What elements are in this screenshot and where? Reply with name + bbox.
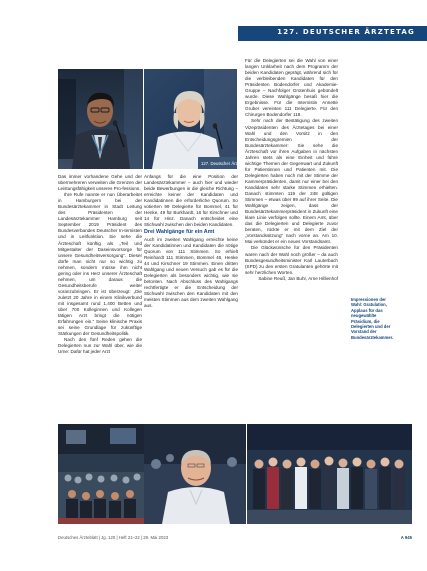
publication-info: Deutsches Ärzteblatt | Jg. 120 | Heft 21–22 | 29. Mai 2023 [58, 535, 169, 540]
page-number: A 945 [400, 535, 412, 540]
article-column-3 [245, 58, 338, 282]
subheading: Drei Wahlgänge für ein Amt [144, 229, 215, 236]
paragraph: Für die Delegierten sei die Wahl von einer langen Unklarheit nach dem Programm der beiden Kandidaten geprägt, während sich für die verbleibenden Kandidaten für den Präsidenten Bodendorfer und Akademie-Gruppe – Nachfolger Grotenhuis gebündelt wurde. Diese Wahlgänge besaß hier die Ergebnisse. Für die Internistin Annette Gruber vereinten 111 Delegierte. Für den Chirurgen Bodendorfer 118. [245, 58, 338, 118]
photo-delegate-man [144, 424, 246, 524]
article-column-2 [144, 174, 238, 309]
ärztetag-sign-text: 127. Deutscher Ärztetag [201, 161, 248, 166]
photo-caption: Impressionen der Wahl: Gratulation, Applaus für das neugewählte Präsidium, die Delegierten und der Vorstand der Bundesärztekammer. [351, 297, 394, 340]
author-byline: Sabine Reuß, Jan Buhr, Arne Hillienhof [258, 275, 338, 281]
article-column-1 [58, 174, 142, 355]
photo-conference-hall [58, 424, 144, 524]
paragraph: Auch im zweiten Wahlgang erreichte keine der Kandidatinnen und Kandidaten die nötige Quorum von 111 Stimmen. So erhielt Reinhardt 111 Stimmen, Bommel 46, Henke 44 und Kirschner 19 Stimmen. Einen dritten Wahlgang und neuen Versuch gab es für die Delegierten als besonders wichtig, wie sie betonten. Nach Abschluss des Wahlgangs rechtfertigte er die Entscheidung der Stichwahl zwischen den Kandidaten mit den meisten Stimmen aus dem zweiten Wahlgang aus. [144, 236, 238, 309]
paragraph: Sehr nach der Bestätigung des zweiten Vizepräsidenten des Ärztetages bei einer Wahl und den Vorsitz in den Entscheidungsgremien der Bundesärztekammer: Sie sehe die Ärzteschaft vor ihren Aufgaben in nächsten Jahren stets als eine Einheit und führe wichtige Themen der Gegenwart und Zukunft für Patientinnen und Patienten mit. Die Delegierten haben noch mit der Stimme der Kammerpräsidenten, damit nur einer bei den Kandidaten sehr starke Stimmen erhielten. Danach stimmten 119 der 248 gültigen Stimmen – etwas über 99 auf ihrer Seite. Die Wahlgänge zeigen, dass der Bundesärztekammerpräsident in Zukunft eine klare Linie verfolgen sollte. Einem Amt, über das die Delegierten und Delegierte zuvor beraten, rückte er mit dem Ziel der „Vorstandssitzung“ nach vorne an. Am 10. Mai verkündet er ein neues Vorstandsamt. [245, 118, 338, 245]
paragraph: Nach den fünf Reden gehen die Delegierten nun zur Wahl über, wie die Urne: Dafür hat jeder Arzt [58, 337, 142, 355]
photo-speaker-woman [144, 69, 248, 169]
photo-speaker-man [58, 69, 143, 169]
paragraph: Ihre Rufe nannte er nun Überarbeitet in Hamburgern bei der Bundesärztekammer in Stadt Leitung des Präsidenten der Landesärztekammer Hamburg seit September 2019 Präsident des Bundesverbandes Deutscher In-ternisten und in Leitfunktion. Sie sehe die Ärzteschaft künftig als „Teil und Mitgestalter der Daseinsvorsorge für unsere Gesundheitsversorgung“. Dieser dürfe man nicht nur so wichtig zu nehmen, sondern müsse ihm nicht gering oder ins Herz unserer Ärzteschaft nehmen, um daraus die Gesundheitsberufe weiter voranzubringen. Er ist überzeugt: „Die zuletzt 20 Jahre in einem Klinikverbund mit insgesamt rund 1.400 Betten und über 700 Kolleginnen und Kollegen tätigen Arzt bringt die nötigen Erfahrungen ein.“ Seine klinische Praxis sei seine Grundlage für zukünftige Stärkungen der Gesundheitspolitik. [58, 192, 142, 337]
page-footer [58, 535, 412, 543]
paragraph: Das immer vorhandene Gehe und der übermehreren verweiten die Grenzen der Leistungsfähigkeit unseres Pro-fessions. [58, 174, 143, 192]
running-title: 127. DEUTSCHER ÄRZTETAG [277, 28, 415, 36]
paragraph: Anfangs für die eine Position der Landesärztekammer – auch hier und wieder beide Bewerbungen in die gleiche Richtung – erreichte keiner der Kandidaten und Kandidatinnen die erforderliche Quorum. So votierten 99 Delegierte für Bommel, 41 für Henke, 49 für Burkhardt, 16 für Kirschner und 14 für Hinz. Danach entscheidet eine Stichwahl zwischen den beiden Kandidaten. [144, 174, 238, 228]
running-header [238, 26, 427, 41]
paragraph: Die Glückwünsche für den Präsidenten waren nach der Wahl noch größer – da auch Bundesgesundheitsminister Karl Lauterbach (SPD) zu den ersten Gratulanten gehörte mit sehr herzlichen Worten. [245, 245, 338, 275]
photo-group-stage [247, 424, 412, 524]
